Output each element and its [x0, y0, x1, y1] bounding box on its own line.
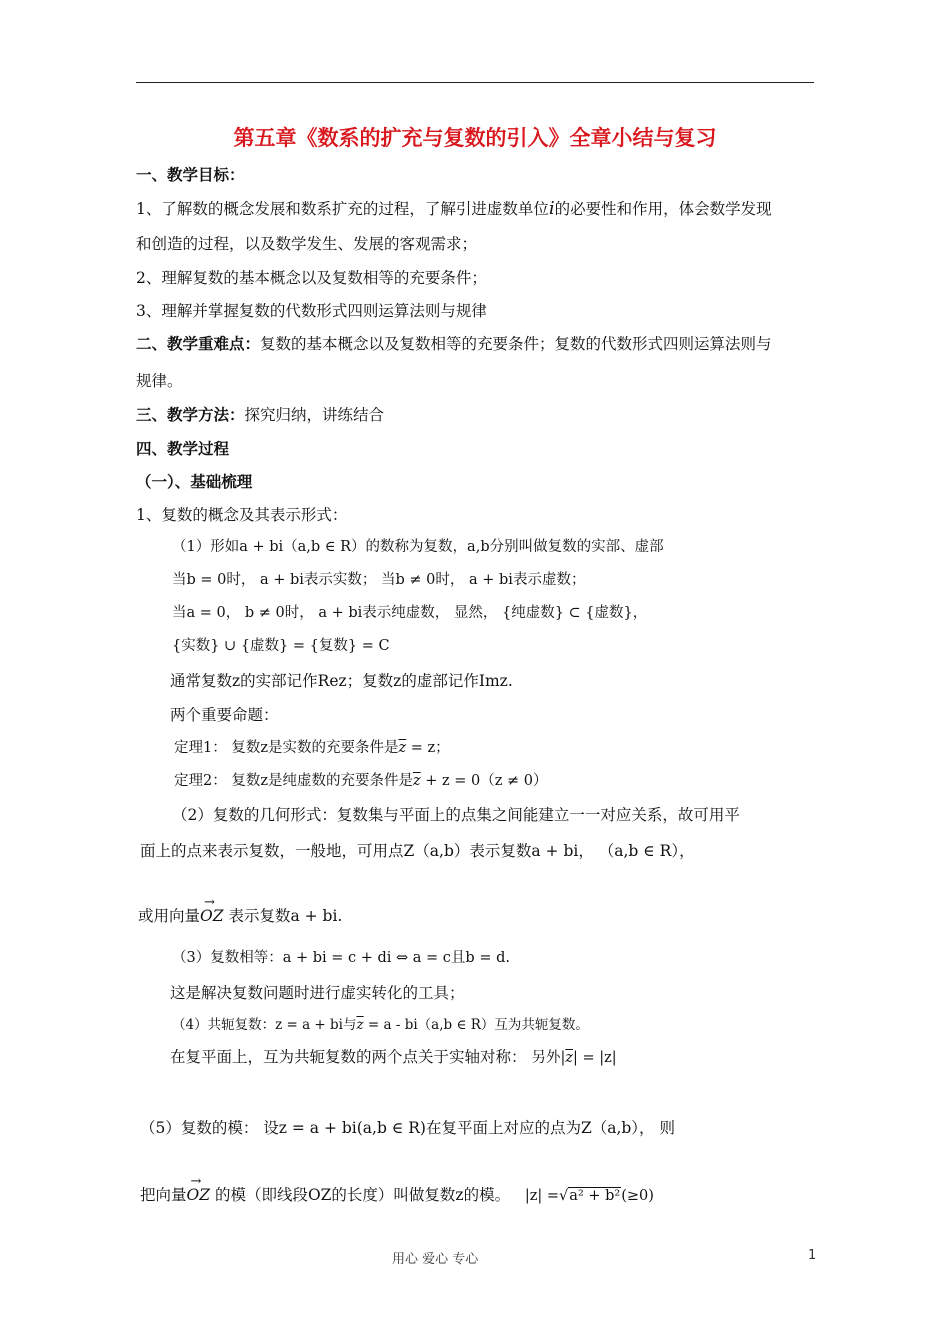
- theorem-1: 定理1： 复数z是实数的充要条件是$\overline{z} = z$；: [174, 740, 450, 756]
- propositions-label: 两个重要命题：: [170, 706, 279, 724]
- page-number: 1: [808, 1248, 817, 1263]
- conjugate-note: 在复平面上，互为共轭复数的两个点关于实轴对称： 另外$|\overline{z}| = |z|$: [170, 1048, 617, 1066]
- objective-2: 2、理解复数的基本概念以及复数相等的充要条件；: [136, 269, 487, 287]
- section-heading-objectives: 一、教学目标：: [136, 165, 245, 184]
- modulus-line-2: 把向量→ OZ 的模（即线段OZ的长度）叫做复数z的模。 |z| =√a² + b²(≥0): [140, 1185, 654, 1206]
- geometric-form-line-1: （2）复数的几何形式：复数集与平面上的点集之间能建立一一对应关系，故可用平: [172, 806, 740, 824]
- objective-1-cont: 和创造的过程，以及数学发生、发展的客观需求；: [136, 235, 478, 253]
- footer-motto: 用心 爱心 专心: [392, 1252, 479, 1267]
- header-rule: [136, 82, 814, 83]
- equality-note: 这是解决复数问题时进行虚实转化的工具；: [170, 984, 465, 1002]
- page-title: 第五章《数系的扩充与复数的引入》全章小结与复习: [233, 125, 717, 150]
- concept-line-2: 当b = 0时， a + bi表示实数； 当b ≠ 0时， a + bi表示虚数；: [172, 572, 586, 588]
- objective-3: 3、理解并掌握复数的代数形式四则运算法则与规律: [136, 302, 487, 320]
- concept-line-3: 当a = 0， b ≠ 0时， a + bi表示纯虚数， 显然， {纯虚数} ⊂ {虚数}，: [172, 605, 648, 621]
- concept-line-4: {实数} ∪ {虚数} = {复数} = C: [172, 638, 390, 654]
- key-points-cont: 规律。: [136, 372, 183, 390]
- vector-oz: → OZ: [200, 906, 223, 926]
- modulus-line-1: （5）复数的模： 设z = a + bi(a,b ∈ R)在复平面上对应的点为Z（a,b）， 则: [140, 1119, 675, 1137]
- section-heading-process: 四、教学过程: [136, 439, 230, 458]
- key-points: 二、教学重难点：复数的基本概念以及复数相等的充要条件；复数的代数形式四则运算法则与: [136, 334, 772, 353]
- geometric-form-line-2: 面上的点来表示复数，一般地，可用点Z（a,b）表示复数a + bi， （a,b ∈ R），: [140, 842, 695, 860]
- vector-oz-2: → OZ: [187, 1185, 210, 1205]
- conjugate-line: （4）共轭复数：z = a + bi与$\overline{z} = a - bi(a,b$ ∈ R）互为共轭复数。: [172, 1017, 589, 1033]
- geometric-form-line-3: 或用向量→ OZ 表示复数a + bi.: [138, 906, 342, 926]
- concept-title: 1、复数的概念及其表示形式：: [136, 506, 348, 524]
- re-im-note: 通常复数z的实部记作Rez；复数z的虚部记作Imz.: [170, 672, 513, 690]
- theorem-2: 定理2： 复数z是纯虚数的充要条件是$\overline{z} + z = 0(z \ne 0)$: [174, 773, 548, 789]
- equality-line: （3）复数相等：a + bi = c + di ⇔ a = c且b = d.: [172, 950, 510, 966]
- method: 三、教学方法：探究归纳，讲练结合: [136, 405, 385, 424]
- subsection-heading: （一）、基础梳理: [136, 472, 253, 491]
- concept-line-1: （1）形如a + bi（a,b ∈ R）的数称为复数，a,b分别叫做复数的实部、虚部: [172, 539, 664, 555]
- objective-1: 1、了解数的概念发展和数系扩充的过程，了解引进虚数单位i的必要性和作用，体会数学发现: [136, 198, 772, 219]
